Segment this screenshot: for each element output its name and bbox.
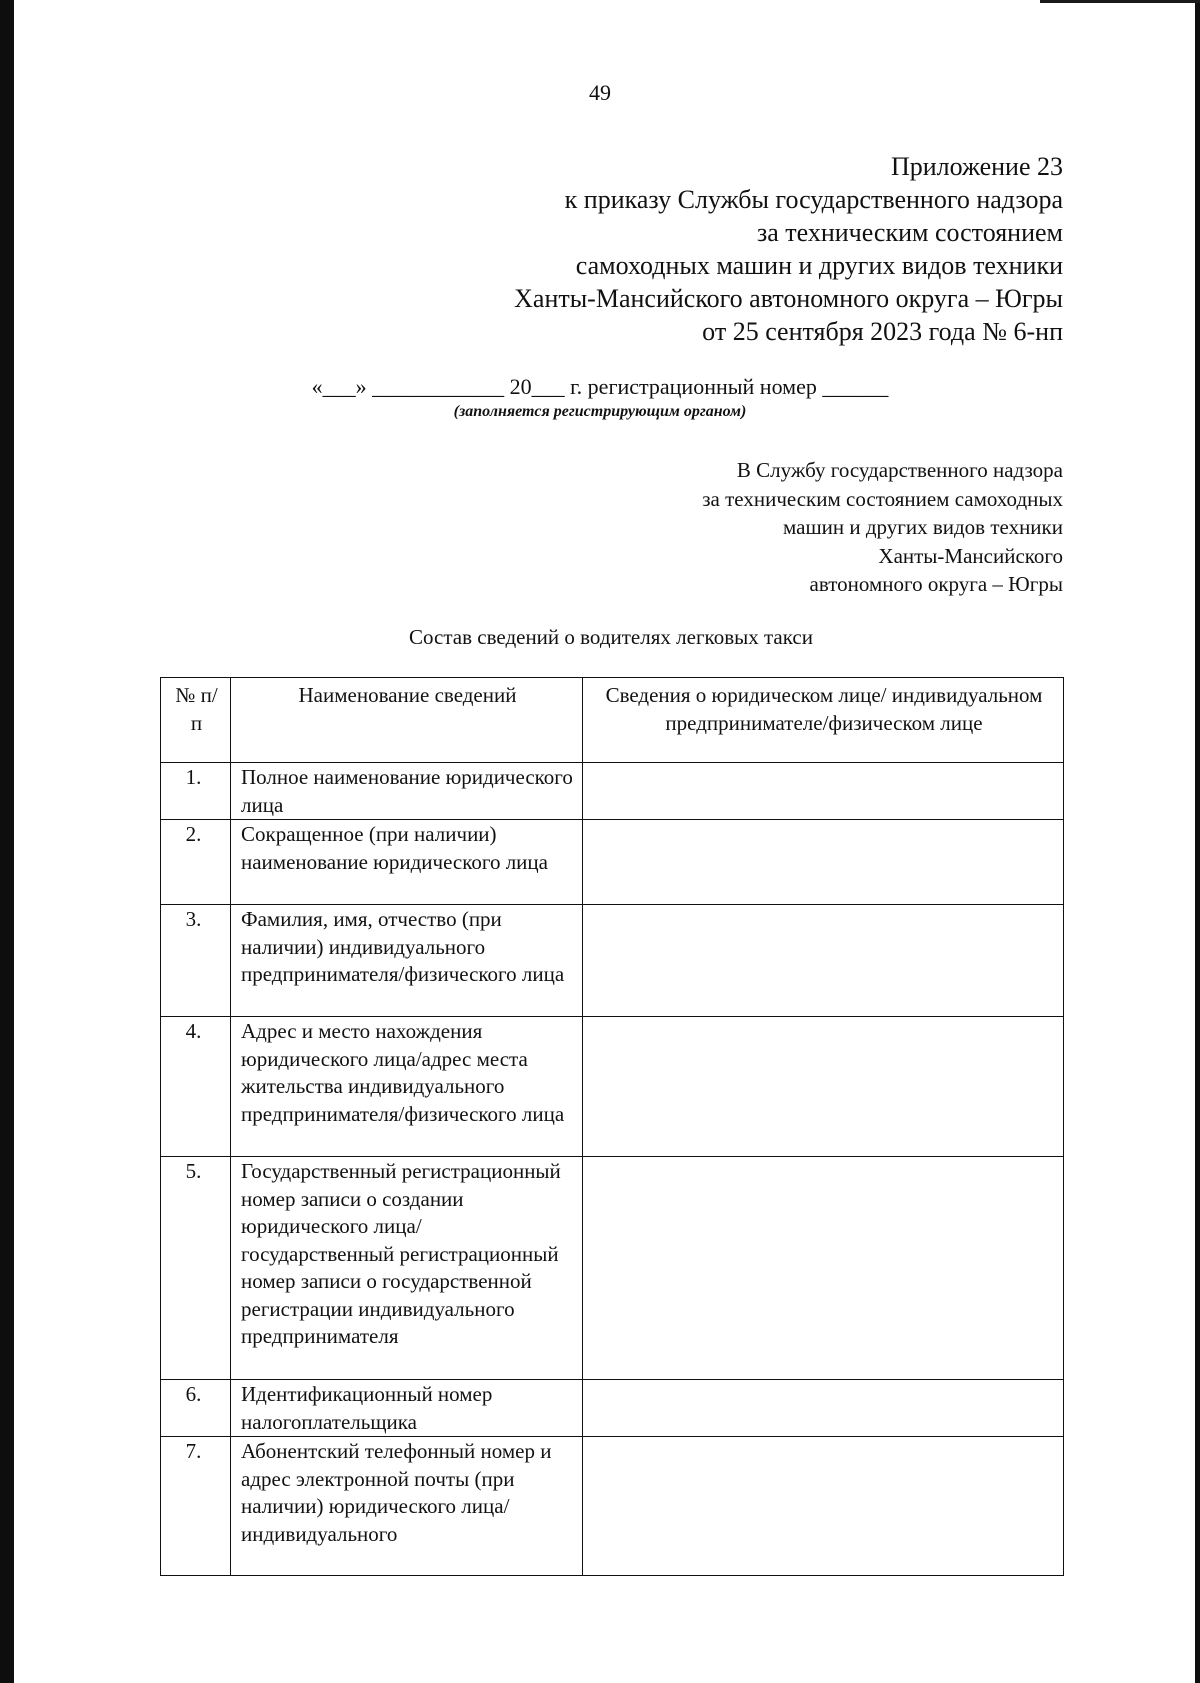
row-value-cell: [583, 1380, 1064, 1437]
document-title: Состав сведений о водителях легковых такси: [409, 625, 813, 649]
row-number: 7.: [161, 1437, 231, 1576]
addressee-line: В Службу государственного надзора: [736, 458, 1063, 482]
table-row: [161, 1380, 1064, 1437]
row-name: Сокращенное (при наличии) наименование юридического лица: [231, 820, 583, 905]
appendix-header: [303, 150, 1063, 348]
header-number: № п/п: [161, 678, 231, 763]
page-number: 49: [589, 80, 611, 105]
table-row: [161, 1017, 1064, 1157]
row-number: 2.: [161, 820, 231, 905]
header-name: Наименование сведений: [231, 678, 583, 763]
row-number: 6.: [161, 1380, 231, 1437]
row-number: 3.: [161, 905, 231, 1017]
table-header-row: [161, 678, 1064, 763]
row-name: Адрес и место нахождения юридического лица/адрес места жительства индивидуального предпринимателя/физического лица: [231, 1017, 583, 1157]
row-name: Фамилия, имя, отчество (при наличии) индивидуального предпринимателя/физического лица: [231, 905, 583, 1017]
registration-line: «___» ____________ 20___ г. регистрационный номер ______: [311, 374, 889, 399]
row-number: 5.: [161, 1157, 231, 1380]
row-value-cell: [583, 1437, 1064, 1576]
row-name: Государственный регистрационный номер записи о создании юридического лица/государственный регистрационный номер записи о государственной регистрации индивидуального предпринимателя: [231, 1157, 583, 1380]
addressee-line: машин и других видов техники: [782, 515, 1063, 539]
appendix-line: самоходных машин и других видов техники: [575, 251, 1063, 280]
row-name: Идентификационный номер налогоплательщика: [231, 1380, 583, 1437]
row-name: Абонентский телефонный номер и адрес электронной почты (при наличии) юридического лица/индивидуального: [231, 1437, 583, 1576]
registration-note: (заполняется регистрирующим органом): [453, 403, 747, 420]
scan-edge-left: [0, 0, 14, 1683]
addressee-line: Ханты-Мансийского: [878, 543, 1063, 568]
appendix-line: Ханты-Мансийского автономного округа – Югры: [514, 284, 1063, 313]
addressee-line: автономного округа – Югры: [809, 572, 1063, 596]
row-value-cell: [583, 763, 1064, 820]
appendix-line: от 25 сентября 2023 года № 6-нп: [702, 317, 1063, 346]
row-value-cell: [583, 1157, 1064, 1380]
table-row: [161, 1157, 1064, 1380]
header-value: Сведения о юридическом лице/ индивидуальном предпринимателе/физическом лице: [583, 678, 1064, 763]
appendix-line: за техническим состоянием: [756, 218, 1063, 247]
row-value-cell: [583, 1017, 1064, 1157]
row-name: Полное наименование юридического лица: [231, 763, 583, 820]
scan-edge-top: [1040, 0, 1200, 3]
appendix-line: Приложение 23: [890, 152, 1063, 181]
information-table: [160, 677, 1064, 1576]
row-value-cell: [583, 820, 1064, 905]
row-number: 1.: [161, 763, 231, 820]
table-row: [161, 820, 1064, 905]
scan-edge-right: [1195, 0, 1200, 1683]
addressee-block: [463, 456, 1063, 599]
row-value-cell: [583, 905, 1064, 1017]
addressee-line: за техническим состоянием самоходных: [702, 486, 1063, 511]
appendix-line: к приказу Службы государственного надзора: [564, 185, 1063, 214]
table-row: [161, 1437, 1064, 1576]
table-row: [161, 905, 1064, 1017]
row-number: 4.: [161, 1017, 231, 1157]
table-row: [161, 763, 1064, 820]
